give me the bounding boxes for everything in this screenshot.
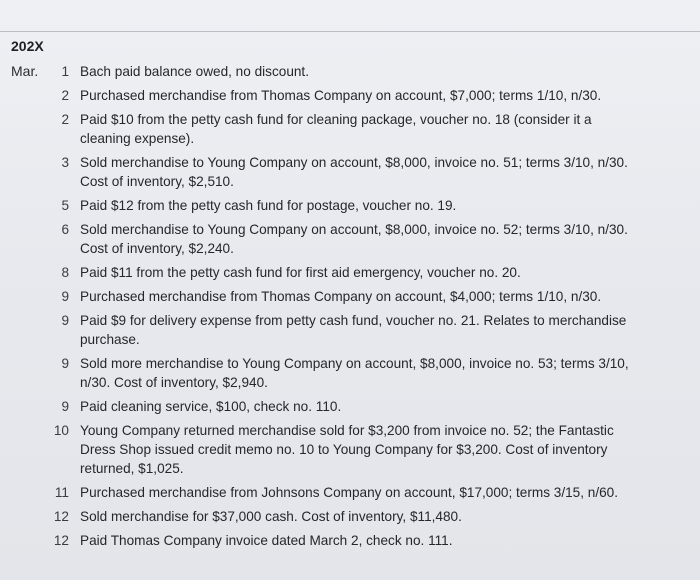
entry-day: 1 xyxy=(61,64,69,79)
entry-day: 8 xyxy=(61,265,69,280)
transaction-entry xyxy=(45,62,695,81)
transaction-entry xyxy=(45,196,695,215)
entry-description: Paid $12 from the petty cash fund for postage, voucher no. 19. xyxy=(80,198,457,213)
entry-description: Paid $9 for delivery expense from petty cash fund, voucher no. 21. Relates to merchandise purchase. xyxy=(80,313,627,347)
transaction-entry xyxy=(45,220,695,258)
entry-day: 6 xyxy=(61,222,69,237)
entry-day: 11 xyxy=(54,485,69,500)
entry-day: 12 xyxy=(53,533,69,548)
entry-description: Purchased merchandise from Thomas Company on account, $4,000; terms 1/10, n/30. xyxy=(80,289,602,304)
entry-description: Paid $10 from the petty cash fund for cleaning package, voucher no. 18 (consider it a cleaning expense). xyxy=(80,112,592,146)
entry-description: Sold more merchandise to Young Company on account, $8,000, invoice no. 53; terms 3/10, n/30. Cost of inventory, $2,940. xyxy=(80,356,629,390)
transaction-entry xyxy=(45,507,695,526)
transaction-entry xyxy=(45,354,695,392)
entry-description: Paid Thomas Company invoice dated March 2, check no. 111. xyxy=(80,533,453,548)
entry-day: 9 xyxy=(61,399,69,414)
transaction-entry xyxy=(45,263,695,282)
year-heading: 202X xyxy=(11,38,44,54)
entry-description: Purchased merchandise from Thomas Company on account, $7,000; terms 1/10, n/30. xyxy=(80,88,602,103)
entry-day: 10 xyxy=(53,423,69,438)
transaction-entry xyxy=(45,531,695,550)
entry-day: 2 xyxy=(61,112,69,127)
entry-description: Bach paid balance owed, no discount. xyxy=(80,64,309,79)
entry-day: 5 xyxy=(61,198,69,213)
transaction-entry xyxy=(45,421,695,478)
transaction-entries xyxy=(45,62,695,555)
transaction-entry xyxy=(45,287,695,306)
transaction-entry xyxy=(45,311,695,349)
entry-description: Paid cleaning service, $100, check no. 110. xyxy=(80,399,342,414)
header-divider xyxy=(0,31,700,32)
entry-day: 2 xyxy=(61,88,69,103)
transaction-entry xyxy=(45,86,695,105)
transaction-entry xyxy=(45,483,695,502)
entry-description: Sold merchandise to Young Company on account, $8,000, invoice no. 51; terms 3/10, n/30. Cost of inventory, $2,510. xyxy=(80,155,628,189)
entry-day: 9 xyxy=(61,356,69,371)
entry-day: 9 xyxy=(61,313,69,328)
entry-day: 9 xyxy=(61,289,69,304)
transaction-entry xyxy=(45,397,695,416)
entry-description: Young Company returned merchandise sold for $3,200 from invoice no. 52; the Fantastic Dress Shop issued credit memo no. 10 to Young Company for $3,200. Cost of inventory returned, $1,025. xyxy=(80,423,614,476)
entry-description: Purchased merchandise from Johnsons Company on account, $17,000; terms 3/15, n/60. xyxy=(80,485,619,500)
entry-day: 12 xyxy=(53,509,69,524)
entry-day: 3 xyxy=(61,155,69,170)
transaction-entry xyxy=(45,110,695,148)
entry-description: Paid $11 from the petty cash fund for first aid emergency, voucher no. 20. xyxy=(80,265,521,280)
month-label: Mar. xyxy=(11,63,39,79)
entry-description: Sold merchandise to Young Company on account, $8,000, invoice no. 52; terms 3/10, n/30. Cost of inventory, $2,240. xyxy=(80,222,628,256)
transaction-entry xyxy=(45,153,695,191)
entry-description: Sold merchandise for $37,000 cash. Cost of inventory, $11,480. xyxy=(80,509,462,524)
